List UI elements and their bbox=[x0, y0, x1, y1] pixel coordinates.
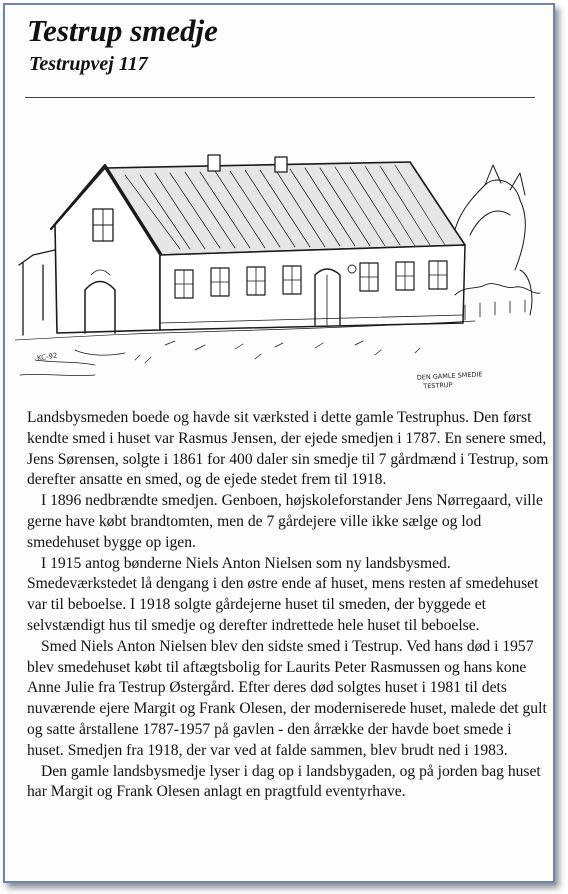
title-divider bbox=[25, 97, 535, 98]
page-title: Testrup smedje bbox=[27, 13, 218, 48]
outbuilding bbox=[19, 250, 55, 335]
bushes bbox=[455, 284, 540, 295]
article-body bbox=[27, 408, 549, 803]
tree-sketch bbox=[453, 165, 532, 315]
artist-signature: KC-92 bbox=[36, 351, 58, 363]
paragraph-5: Den gamle landsbysmedje lyser i dag op i landsbygaden, og på jorden bag huset har Margit og Frank Olesen anlagt en pragtfuld eventyrhave. bbox=[27, 762, 541, 801]
front-wall bbox=[160, 245, 465, 330]
paragraph-3: I 1915 antog bønderne Niels Anton Nielsen som ny landsbysmed. Smedeværkstedet lå dengang i den østre ende af huset, mens resten af smedehuset var til beboelse. I 1918 solgte gårdejerne huset til smeden, der byggede et selvstændigt hus til smedje og derefter indrettede hele huset til beboelse. bbox=[27, 554, 539, 634]
document-page bbox=[3, 3, 555, 883]
chimney-right bbox=[275, 157, 287, 172]
page-subtitle: Testrupvej 117 bbox=[29, 53, 148, 75]
paragraph-2: I 1896 nedbrændte smedjen. Genboen, højskoleforstander Jens Nørregaard, ville gerne have købt brandtomten, men de 7 gårdejere ville ikke sælge og lod smedehuset bygge op igen. bbox=[27, 492, 543, 551]
chimney-left bbox=[208, 155, 220, 171]
illustration-caption bbox=[417, 370, 484, 391]
paragraph-4: Smed Niels Anton Nielsen blev den sidste smed i Testrup. Ved hans død i 1957 blev smedehuset købt til aftægtsbolig for Laurits Peter Rasmussen og hans kone Anne Julie fra Testrup Østergård. Efter deres død solgtes huset i 1981 til dets nuværende ejere Margit og Frank Olesen, der moderniserede huset, malede det gult og satte årstallene 1787-1957 på gavlen - den årrække der havde boet smede i huset. Smedjen fra 1918, der var ved at falde sammen, blev brudt ned i 1983. bbox=[27, 637, 547, 759]
paragraph-1: Landsbysmeden boede og havde sit værksted i dette gamle Testruphus. Den først kendte smed i huset var Rasmus Jensen, der ejede smedjen i 1787. En senere smed, Jens Sørensen, solgte i 1861 for 400 daler sin smedje til 7 gårdmænd i Testrup, som derefter ansatte en smed, og de ejede stedet frem til 1918. bbox=[27, 409, 549, 489]
caption-line-2: TESTRUP bbox=[423, 380, 453, 391]
caption-line-1: DEN GAMLE SMEDIE bbox=[416, 370, 483, 382]
smithy-house-illustration bbox=[15, 145, 545, 400]
